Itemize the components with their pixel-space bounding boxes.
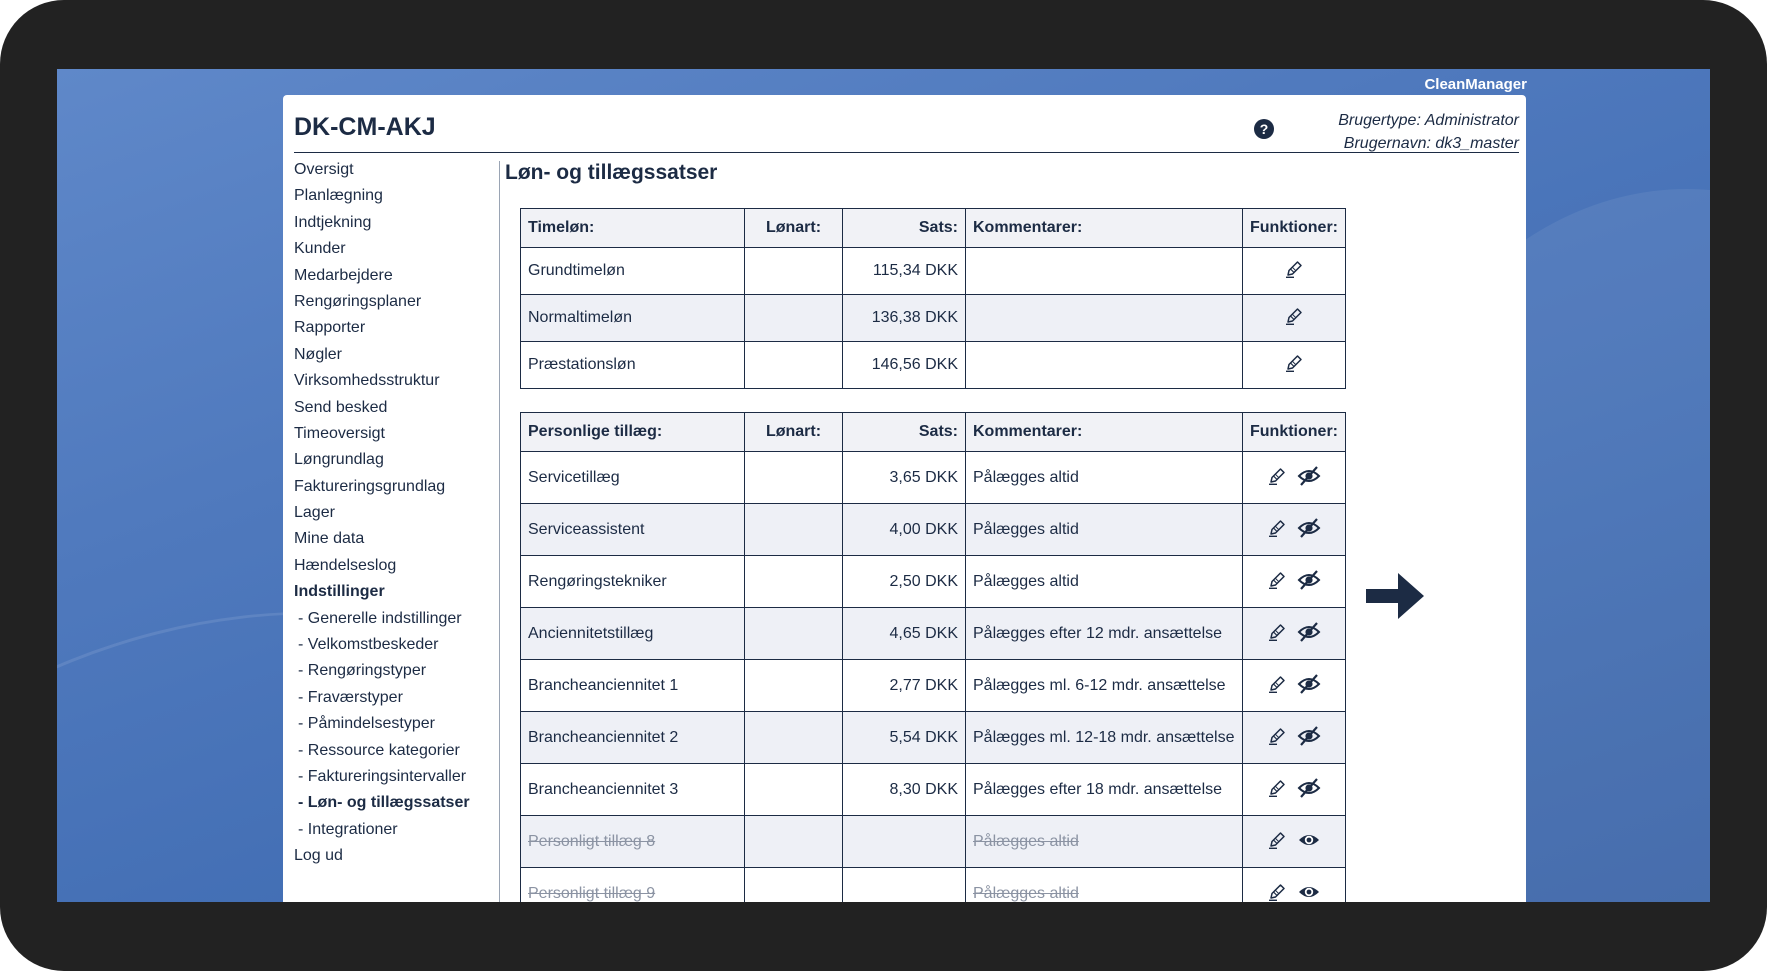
functions-cell (1243, 342, 1346, 389)
functions-cell (1243, 868, 1346, 903)
row-actions (1267, 569, 1321, 591)
column-header-functions: Funktioner: (1243, 413, 1346, 452)
column-header-comments: Kommentarer: (966, 413, 1243, 452)
comment-cell: Pålægges altid (966, 504, 1243, 556)
hourly-wage-table (520, 208, 1346, 389)
brand-label: CleanManager (1424, 76, 1527, 93)
eye-slash-icon[interactable] (1297, 569, 1321, 591)
sidebar-item-paamindelsestyper[interactable]: - Påmindelsestyper (298, 715, 435, 733)
wage-type-cell (745, 556, 843, 608)
rate-name-cell: Rengøringstekniker (521, 556, 745, 608)
table-row (521, 452, 1346, 504)
wage-type-cell (745, 816, 843, 868)
sidebar-item-ressource-kategorier[interactable]: - Ressource kategorier (298, 741, 460, 759)
question-circle-icon[interactable]: ? (1254, 119, 1274, 139)
rate-name-cell: Normaltimeløn (521, 295, 745, 342)
pencil-icon[interactable] (1267, 726, 1287, 746)
rate-name-cell: Præstationsløn (521, 342, 745, 389)
rate-value-cell: 5,54 DKK (843, 712, 966, 764)
sidebar-item-generelle-indstillinger[interactable]: - Generelle indstillinger (298, 609, 462, 627)
sidebar-divider (499, 161, 500, 902)
pencil-icon[interactable] (1267, 570, 1287, 590)
sidebar-item-faktureringsintervaller[interactable]: - Faktureringsintervaller (298, 767, 467, 785)
rate-value-cell: 2,77 DKK (843, 660, 966, 712)
column-header-name: Timeløn: (521, 209, 745, 248)
sidebar-item-timeoversigt[interactable]: Timeoversigt (294, 424, 385, 442)
functions-cell (1243, 816, 1346, 868)
wage-type-cell (745, 712, 843, 764)
rate-value-cell: 4,65 DKK (843, 608, 966, 660)
functions-cell (1243, 452, 1346, 504)
rate-name-cell: Anciennitetstillæg (521, 608, 745, 660)
wage-type-cell (745, 342, 843, 389)
site-title: DK-CM-AKJ (294, 113, 436, 141)
table-row (521, 342, 1346, 389)
row-actions (1284, 353, 1304, 373)
wage-type-cell (745, 868, 843, 903)
pencil-icon[interactable] (1284, 353, 1304, 373)
table-header-row (521, 209, 1346, 248)
app-window (283, 95, 1526, 902)
sidebar-item-integrationer[interactable]: - Integrationer (298, 820, 398, 838)
rate-value-cell (843, 868, 966, 903)
column-header-name: Personlige tillæg: (521, 413, 745, 452)
table-row (521, 712, 1346, 764)
comment-cell: Pålægges efter 18 mdr. ansættelse (966, 764, 1243, 816)
wage-type-cell (745, 608, 843, 660)
rate-name-cell: Brancheanciennitet 2 (521, 712, 745, 764)
sidebar-item-rapporter[interactable]: Rapporter (294, 319, 366, 337)
pencil-icon[interactable] (1267, 466, 1287, 486)
pencil-icon[interactable] (1267, 778, 1287, 798)
sidebar-item-send-besked[interactable]: Send besked (294, 398, 388, 416)
wage-type-cell (745, 452, 843, 504)
table-row (521, 248, 1346, 295)
table-row (521, 556, 1346, 608)
pencil-icon[interactable] (1284, 306, 1304, 326)
column-header-wage-type: Lønart: (745, 413, 843, 452)
rate-value-cell: 115,34 DKK (843, 248, 966, 295)
rate-value-cell (843, 816, 966, 868)
sidebar-nav (294, 157, 494, 870)
row-actions (1284, 306, 1304, 326)
column-header-functions: Funktioner: (1243, 209, 1346, 248)
sidebar-item-oversigt[interactable]: Oversigt (294, 161, 354, 178)
sidebar-item-lager[interactable]: Lager (294, 504, 335, 522)
table-header-row (521, 413, 1346, 452)
eye-slash-icon[interactable] (1297, 725, 1321, 747)
wage-type-cell (745, 295, 843, 342)
desktop-screen (57, 69, 1710, 902)
arrow-right-icon (1366, 573, 1424, 619)
sidebar-item-rengoeringsplaner[interactable]: Rengøringsplaner (294, 292, 422, 310)
sidebar-item-log-ud[interactable]: Log ud (294, 847, 343, 865)
eye-slash-icon[interactable] (1297, 465, 1321, 487)
table-row (521, 295, 1346, 342)
sidebar-item-indstillinger[interactable]: Indstillinger (294, 583, 385, 601)
table-row (521, 504, 1346, 556)
row-actions (1267, 829, 1321, 851)
functions-cell (1243, 248, 1346, 295)
row-actions (1267, 517, 1321, 539)
row-actions (1284, 259, 1304, 279)
rate-value-cell: 146,56 DKK (843, 342, 966, 389)
sidebar-item-loengrundlag[interactable]: Løngrundlag (294, 451, 384, 469)
column-header-rate: Sats: (843, 209, 966, 248)
column-header-comments: Kommentarer: (966, 209, 1243, 248)
page-title: Løn- og tillægssatser (505, 161, 718, 184)
wage-type-cell (745, 248, 843, 295)
sidebar-item-mine-data[interactable]: Mine data (294, 530, 365, 548)
functions-cell (1243, 608, 1346, 660)
header-divider (294, 152, 1519, 153)
functions-cell (1243, 295, 1346, 342)
comment-cell: Pålægges altid (966, 816, 1243, 868)
table-row (521, 868, 1346, 903)
sidebar-item-loen-og-tillaegssatser[interactable]: - Løn- og tillægssatser (298, 794, 470, 812)
comment-cell (966, 342, 1243, 389)
eye-slash-icon[interactable] (1297, 673, 1321, 695)
rate-name-cell: Brancheanciennitet 3 (521, 764, 745, 816)
functions-cell (1243, 556, 1346, 608)
rate-value-cell: 8,30 DKK (843, 764, 966, 816)
pencil-icon[interactable] (1267, 518, 1287, 538)
comment-cell: Pålægges altid (966, 868, 1243, 903)
comment-cell: Pålægges ml. 12-18 mdr. ansættelse (966, 712, 1243, 764)
user-type: Brugertype: Administrator (1338, 112, 1519, 129)
sidebar-item-fravaerstyper[interactable]: - Fraværstyper (298, 688, 403, 706)
wage-type-cell (745, 504, 843, 556)
rate-value-cell: 3,65 DKK (843, 452, 966, 504)
eye-slash-icon[interactable] (1297, 777, 1321, 799)
rate-name-cell: Personligt tillæg 8 (521, 816, 745, 868)
pencil-icon[interactable] (1267, 674, 1287, 694)
user-info (1338, 109, 1519, 155)
comment-cell: Pålægges ml. 6-12 mdr. ansættelse (966, 660, 1243, 712)
functions-cell (1243, 504, 1346, 556)
comment-cell (966, 248, 1243, 295)
eye-slash-icon[interactable] (1297, 621, 1321, 643)
rate-value-cell: 2,50 DKK (843, 556, 966, 608)
sidebar-item-velkomstbeskeder[interactable]: - Velkomstbeskeder (298, 636, 439, 654)
sidebar-item-virksomhedsstruktur[interactable]: Virksomhedsstruktur (294, 372, 440, 390)
pencil-icon[interactable] (1267, 882, 1287, 902)
sidebar-item-haendelseslog[interactable]: Hændelseslog (294, 556, 397, 574)
column-header-rate: Sats: (843, 413, 966, 452)
eye-slash-icon[interactable] (1297, 517, 1321, 539)
pencil-icon[interactable] (1267, 622, 1287, 642)
sidebar-item-faktureringsgrundlag[interactable]: Faktureringsgrundlag (294, 477, 446, 495)
pencil-icon[interactable] (1284, 259, 1304, 279)
eye-icon[interactable] (1297, 881, 1321, 903)
column-header-wage-type: Lønart: (745, 209, 843, 248)
sidebar-item-rengoeringstyper[interactable]: - Rengøringstyper (298, 662, 427, 680)
wage-type-cell (745, 660, 843, 712)
row-actions (1267, 725, 1321, 747)
table-row (521, 816, 1346, 868)
comment-cell (966, 295, 1243, 342)
rate-name-cell: Brancheanciennitet 1 (521, 660, 745, 712)
wage-type-cell (745, 764, 843, 816)
rate-value-cell: 136,38 DKK (843, 295, 966, 342)
rate-name-cell: Servicetillæg (521, 452, 745, 504)
row-actions (1267, 465, 1321, 487)
user-name: Brugernavn: dk3_master (1343, 135, 1519, 152)
sidebar-item-planlaegning[interactable]: Planlægning (294, 187, 383, 205)
table-row (521, 660, 1346, 712)
functions-cell (1243, 712, 1346, 764)
row-actions (1267, 777, 1321, 799)
row-actions (1267, 673, 1321, 695)
pencil-icon[interactable] (1267, 830, 1287, 850)
rate-name-cell: Grundtimeløn (521, 248, 745, 295)
personal-supplements-table (520, 412, 1346, 902)
comment-cell: Pålægges efter 12 mdr. ansættelse (966, 608, 1243, 660)
table-row (521, 608, 1346, 660)
sidebar-item-noegler[interactable]: Nøgler (294, 345, 343, 363)
row-actions (1267, 881, 1321, 903)
comment-cell: Pålægges altid (966, 556, 1243, 608)
sidebar-item-kunder[interactable]: Kunder (294, 240, 346, 258)
functions-cell (1243, 764, 1346, 816)
rate-name-cell: Personligt tillæg 9 (521, 868, 745, 903)
sidebar-item-medarbejdere[interactable]: Medarbejdere (294, 266, 393, 284)
row-actions (1267, 621, 1321, 643)
rate-value-cell: 4,00 DKK (843, 504, 966, 556)
rate-name-cell: Serviceassistent (521, 504, 745, 556)
eye-icon[interactable] (1297, 829, 1321, 851)
sidebar-item-indtjekning[interactable]: Indtjekning (294, 213, 372, 231)
functions-cell (1243, 660, 1346, 712)
comment-cell: Pålægges altid (966, 452, 1243, 504)
table-row (521, 764, 1346, 816)
